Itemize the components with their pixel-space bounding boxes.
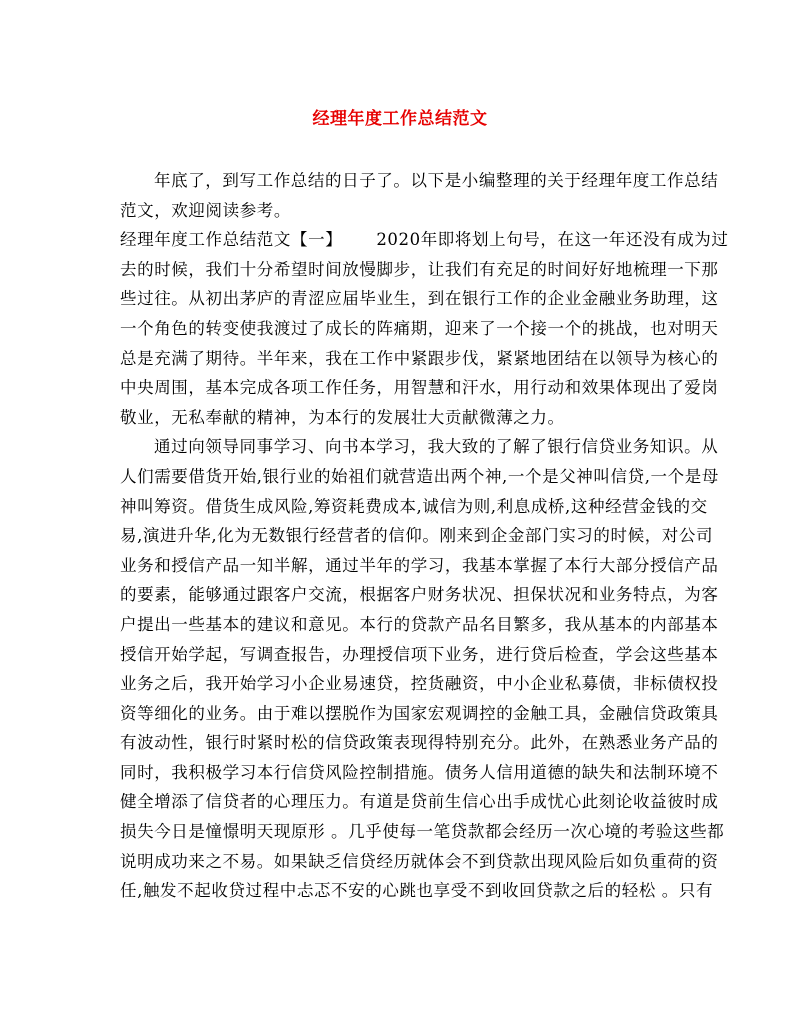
paragraph-line: 资等细化的业务。由于难以摆脱作为国家宏观调控的金触工具，金融信贷政策具 [120, 703, 719, 723]
intro-line: 范文，欢迎阅读参考。 [120, 200, 291, 220]
paragraph-line: 去的时候，我们十分希望时间放慢脚步，让我们有充足的时间好好地梳理一下那 [120, 259, 719, 279]
paragraph-line: 户提出一些基本的建议和意见。本行的贷款产品名目繁多，我从基本的内部基本 [120, 614, 719, 634]
paragraph-line: 健全增添了信贷者的心理压力。有道是贷前生信心出手成忧心此刻论收益彼时成 [120, 792, 719, 812]
document-title: 经理年度工作总结范文 [312, 109, 488, 129]
paragraph-line: 的要素，能够通过跟客户交流，根据客户财务状况、担保状况和业务特点，为客 [120, 585, 719, 605]
paragraph-line: 神叫筹资。借货生成风险,筹资耗费成本,诚信为则,利息成桥,这种经营金钱的交 [120, 496, 708, 516]
paragraph-line: 有波动性，银行时紧时松的信贷政策表现得特别充分。此外，在熟悉业务产品的 [120, 733, 719, 753]
paragraph-line: 业务和授信产品一知半解，通过半年的学习，我基本掌握了本行大部分授信产品 [120, 555, 719, 575]
paragraph-line: 业务之后，我开始学习小企业易速贷，控货融资，中小企业私募债，非标债权投 [120, 674, 719, 694]
paragraph-line: 易,演进升华,化为无数银行经营者的信仰。刚来到企金部门实习的时候，对公司 [120, 526, 714, 546]
paragraph-line: 同时，我积极学习本行信贷风险控制措施。债务人信用道德的缺失和法制环境不 [120, 762, 719, 782]
intro-line: 年底了，到写工作总结的日子了。以下是小编整理的关于经理年度工作总结 [154, 171, 719, 190]
paragraph-line: 些过往。从初出茅庐的青涩应届毕业生，到在银行工作的企业金融业务助理，这 [120, 289, 719, 309]
paragraph-line: 总是充满了期待。半年来，我在工作中紧跟步伐，紧紧地团结在以领导为核心的 [120, 348, 719, 368]
paragraph-line: 敬业，无私奉献的精神，为本行的发展壮大贡献微薄之力。 [120, 407, 565, 427]
paragraph-text: 2020年即将划上句号，在这一年还没有成为过 [376, 230, 729, 250]
paragraph-line: 人们需要借货开始,银行业的始祖们就营造出两个神,一个是父神叫信贷,一个是母 [120, 466, 719, 486]
section-heading-line [120, 225, 729, 255]
paragraph-line: 授信开始学起，写调查报告，办理授信项下业务，进行贷后检查，学会这些基本 [120, 644, 719, 664]
paragraph-line: 损失今日是憧憬明天现原形 。几乎使每一笔贷款都会经历一次心境的考验这些都 [120, 822, 725, 842]
section-heading: 经理年度工作总结范文【一】 [120, 230, 343, 250]
document-body [120, 166, 729, 906]
paragraph-line: 通过向领导同事学习、向书本学习，我大致的了解了银行信贷业务知识。从 [154, 437, 719, 457]
paragraph-line: 中央周围，基本完成各项工作任务，用智慧和汗水，用行动和效果体现出了爱岗 [120, 378, 719, 398]
paragraph-line: 任,触发不起收贷过程中忐忑不安的心跳也享受不到收回贷款之后的轻松 。只有 [120, 881, 714, 901]
paragraph-line: 一个角色的转变使我渡过了成长的阵痛期，迎来了一个接一个的挑战，也对明天 [120, 318, 719, 338]
paragraph-line: 说明成功来之不易。如果缺乏信贷经历就体会不到贷款出现风险后如负重荷的资 [120, 851, 719, 871]
